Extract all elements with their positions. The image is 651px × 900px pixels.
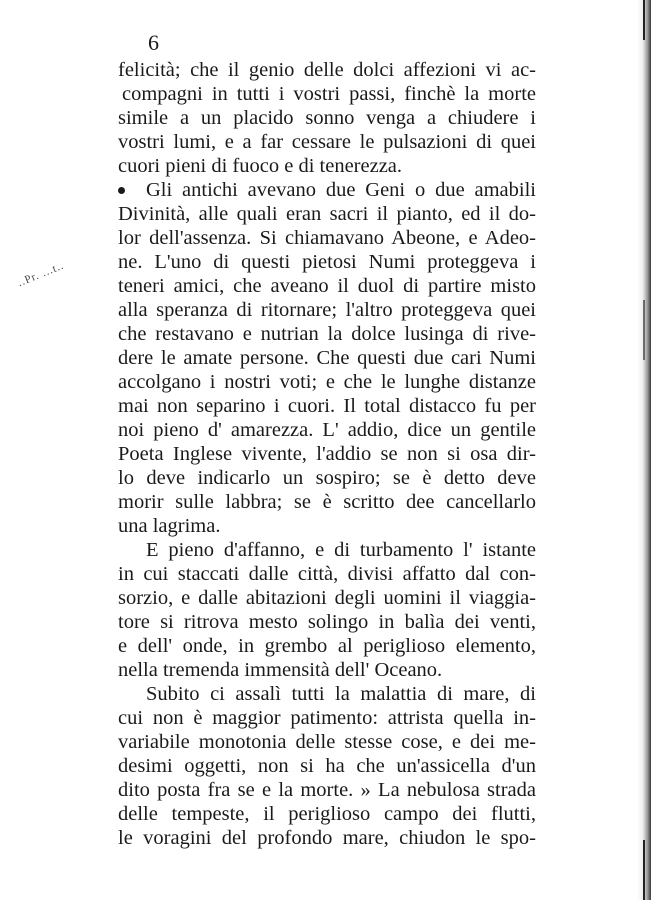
text-line: ne. L'uno di questi pietosi Numi proteggeva i xyxy=(118,251,536,273)
text-line: vostri lumi, e a far cessare le pulsazioni di quei xyxy=(118,131,536,153)
page-edge-mark xyxy=(643,0,645,40)
text-line: Subito ci assalì tutti la malattia di mare, di xyxy=(146,683,536,705)
text-line: felicità; che il genio delle dolci affezioni vi ac- xyxy=(118,59,536,81)
text-line: compagni in tutti i vostri passi, finchè la morte xyxy=(122,83,536,105)
page-edge-mark xyxy=(643,840,645,900)
text-line: Poeta Inglese vivente, l'addio se non si osa dir- xyxy=(118,443,536,465)
text-line: variabile monotonia delle stesse cose, e dei me- xyxy=(118,731,536,753)
text-line: Divinità, alle quali eran sacri il pianto, ed il do- xyxy=(118,203,536,225)
page-edge-shadow xyxy=(637,0,651,900)
text-line: desimi oggetti, non si ha che un'assicella d'un xyxy=(118,755,536,777)
text-line: tore si ritrova mesto solingo in balìa dei venti, xyxy=(118,611,536,633)
text-line: e dell' onde, in grembo al periglioso elemento, xyxy=(118,635,536,657)
page-edge-mark xyxy=(643,300,645,360)
text-line: alla speranza di ritornare; l'altro proteggeva quei xyxy=(118,299,536,321)
text-line: le voragini del profondo mare, chiudon le spo- xyxy=(118,827,536,849)
text-line: dere le amate persone. Che questi due cari Numi xyxy=(118,347,536,369)
text-line: una lagrima. xyxy=(118,515,221,537)
text-line: mai non separino i cuori. Il total distacco fu per xyxy=(118,395,536,417)
text-line: accolgano i nostri voti; e che le lunghe distanze xyxy=(118,371,536,393)
text-line: simile a un placido sonno venga a chiudere i xyxy=(118,107,536,129)
text-line: morir sulle labbra; se è scritto dee cancellarlo xyxy=(118,491,536,513)
text-line: nella tremenda immensità dell' Oceano. xyxy=(118,659,443,681)
text-line: dito posta fra se e la morte. » La nebulosa strada xyxy=(118,779,536,801)
text-line: teneri amici, che aveano il duol di partire misto xyxy=(118,275,536,297)
paragraph-bullet-icon xyxy=(118,187,125,194)
text-line: noi pieno d' amarezza. L' addio, dice un gentile xyxy=(118,419,536,441)
text-line: delle tempeste, il periglioso campo dei flutti, xyxy=(118,803,536,825)
text-line: lor dell'assenza. Si chiamavano Abeone, e Adeo- xyxy=(118,227,536,249)
page-number: 6 xyxy=(148,30,159,55)
text-line: cuori pieni di fuoco e di tenerezza. xyxy=(118,155,403,177)
text-line: E pieno d'affanno, e di turbamento l' istante xyxy=(146,539,536,561)
text-line: Gli antichi avevano due Geni o due amabili xyxy=(146,179,536,201)
text-line: che restavano e nutrian la dolce lusinga di rive- xyxy=(118,323,536,345)
text-line: sorzio, e dalle abitazioni degli uomini il viaggia- xyxy=(118,587,536,609)
margin-note: ..Pr. ...t.. xyxy=(16,259,66,290)
text-line: in cui staccati dalle città, divisi affatto dal con- xyxy=(118,563,536,585)
text-line: cui non è maggior patimento: attrista quella in- xyxy=(118,707,536,729)
text-line: lo deve indicarlo un sospiro; se è detto deve xyxy=(118,467,536,489)
